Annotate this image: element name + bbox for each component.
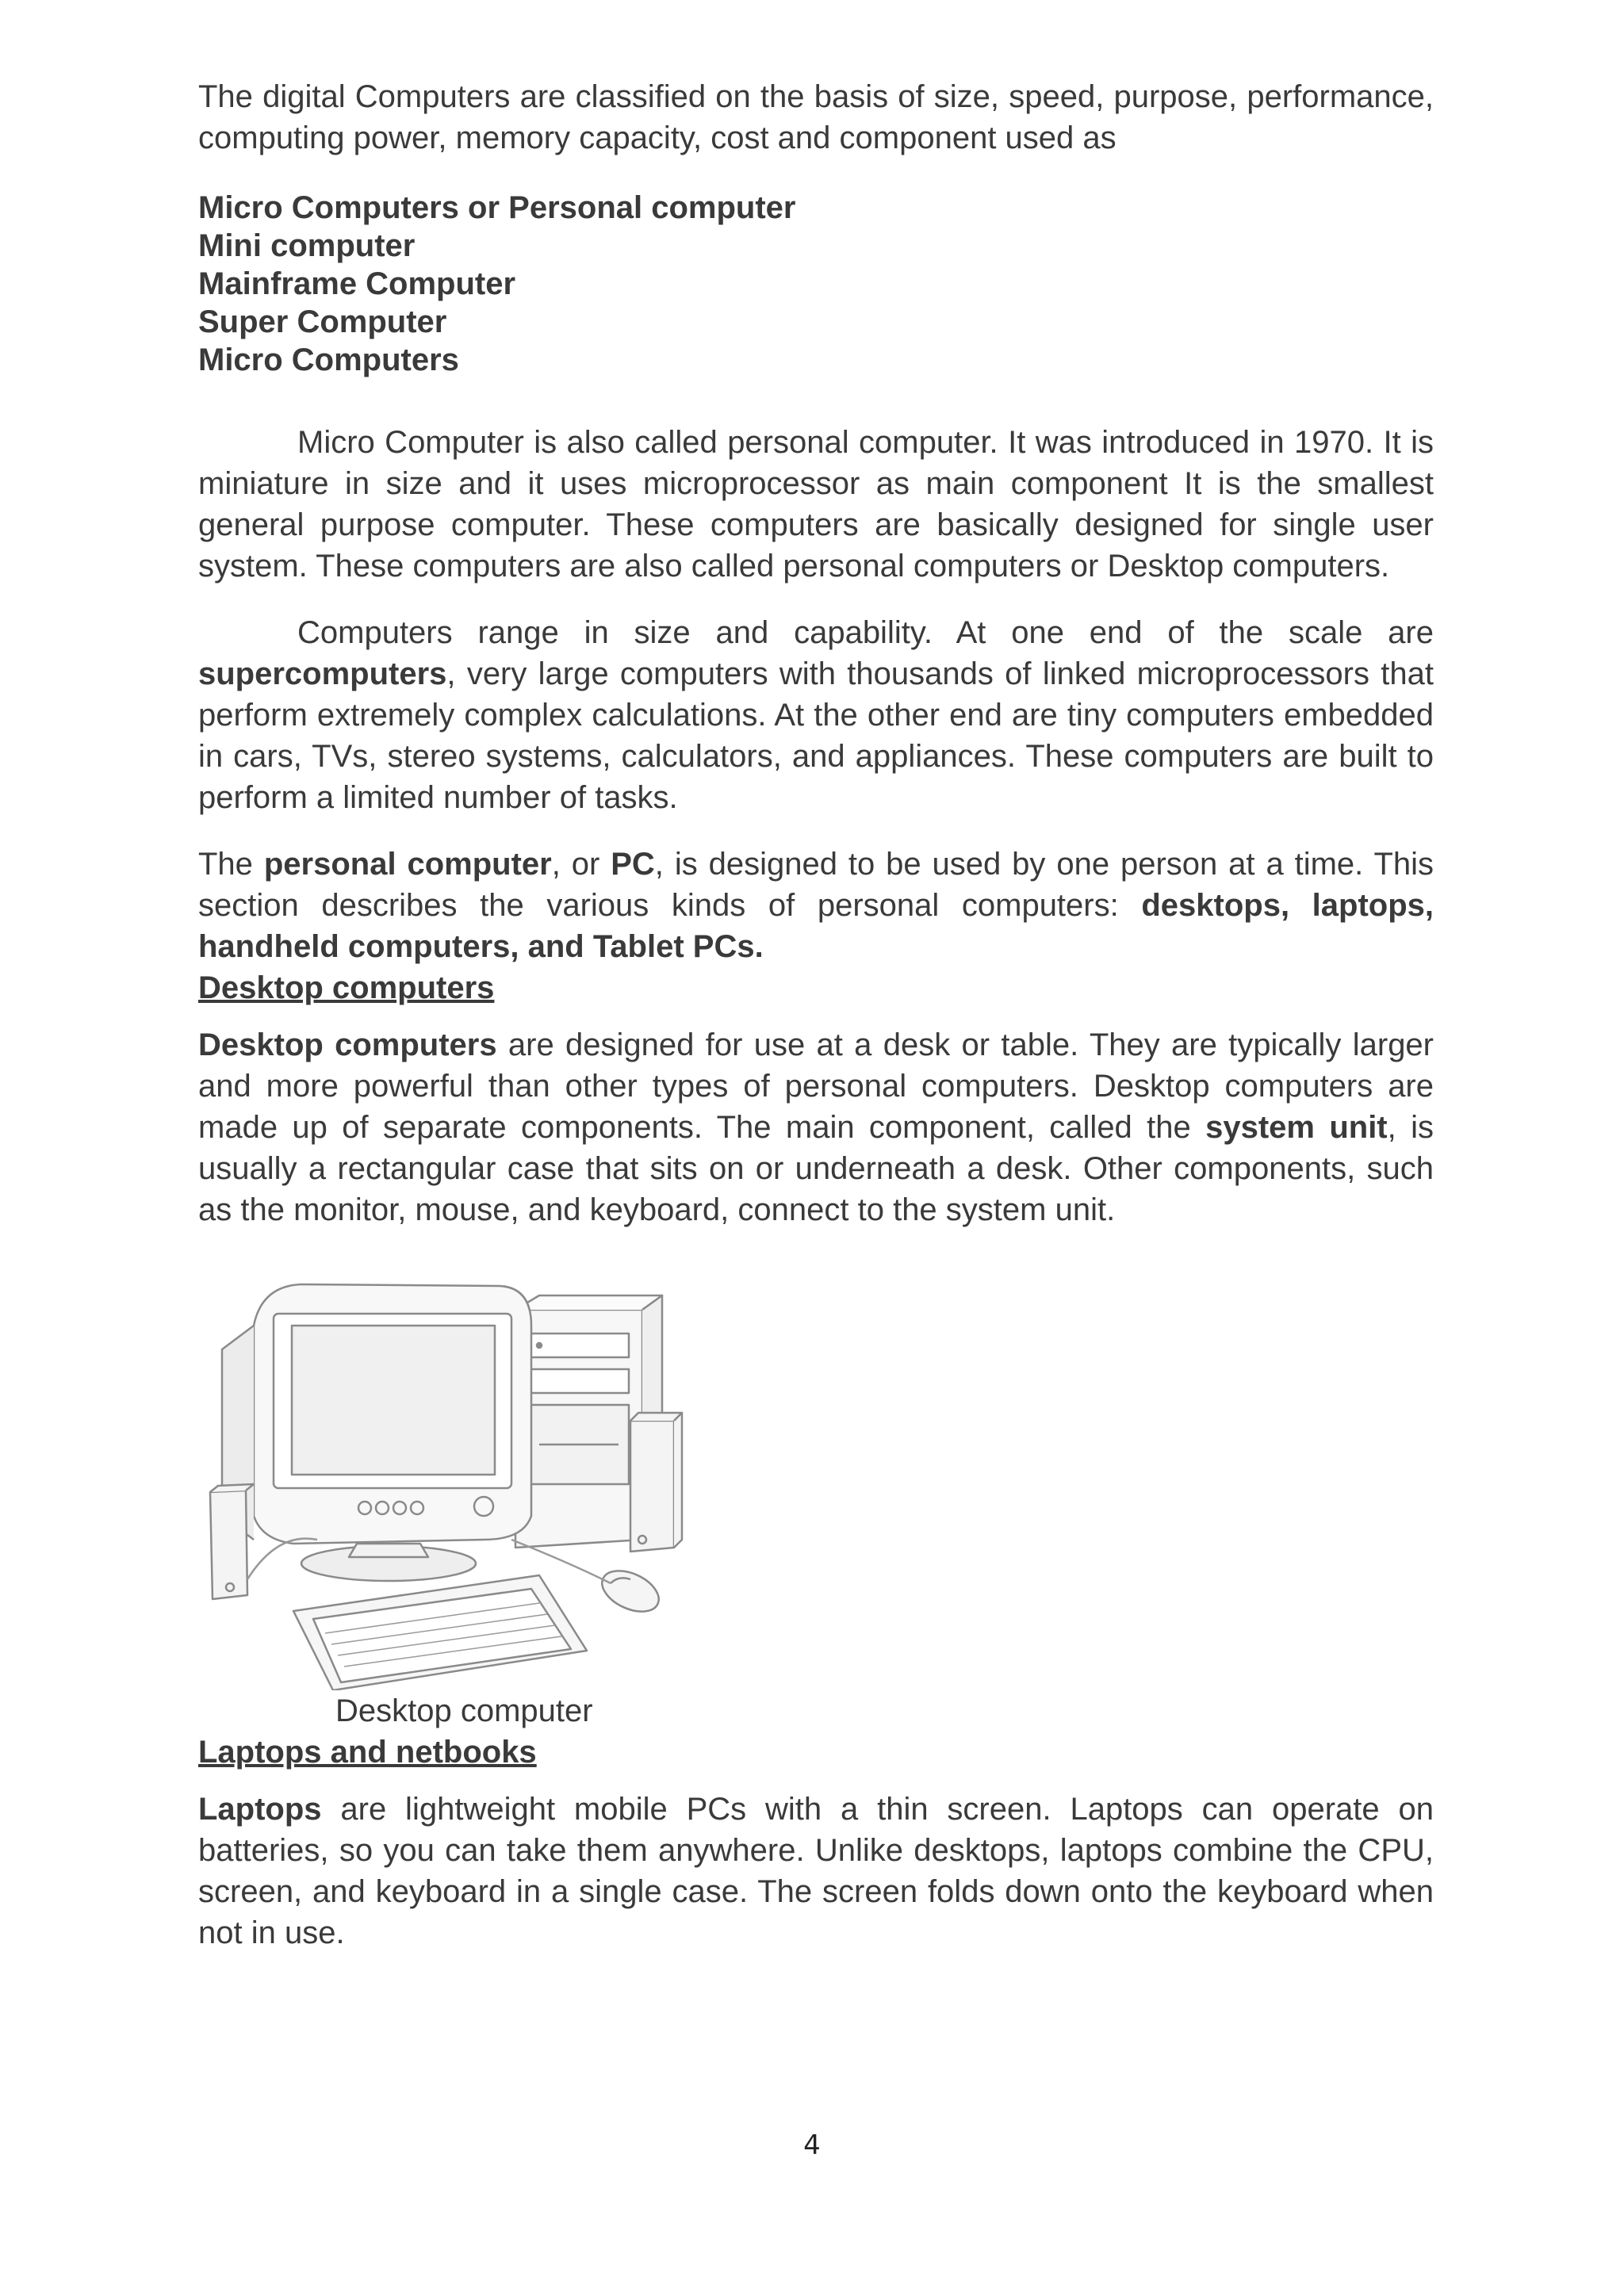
term-desktop-computers: Desktop computers [198, 1027, 497, 1062]
desktop-computers-paragraph: Desktop computers are designed for use at a desk or table. They are typically larger and more powerful than other types of personal computers. Desktop computers are made up of separate components. The main component, called the system unit, is usually a rectangular case that sits on or underneath a desk. Other components, such as the monitor, mouse, and keyboard, connect to the system unit. [198, 1027, 1434, 1227]
intro-paragraph: The digital Computers are classified on the basis of size, speed, purpose, performance, computing power, memory capacity, cost and component used as [198, 79, 1434, 155]
micro-computer-paragraph: Micro Computer is also called personal computer. It was introduced in 1970. It is miniature in size and it uses microprocessor as main component It is the smallest general purpose computer. These computers are basically designed for single user system. These computers are also called personal computers or Desktop computers. [198, 425, 1434, 584]
list-item: Super Computer [198, 304, 447, 339]
document-page [198, 76, 1434, 1954]
computer-range-paragraph: Computers range in size and capability. At one end of the scale are supercomputers, very large computers with thousands of linked microprocessors that perform extremely complex calculations. At the other end are tiny computers embedded in cars, TVs, stereo systems, calculators, and appliances. These computers are built to perform a limited number of tasks. [198, 615, 1434, 815]
keyboard [293, 1575, 587, 1690]
list-item: Mini computer [198, 228, 416, 263]
figure-caption: Desktop computer [335, 1693, 593, 1728]
term-pc-kinds: desktops, laptops, handheld computers, and Tablet PCs. [198, 888, 1434, 964]
classification-list [198, 189, 1434, 379]
term-laptops: Laptops [198, 1792, 322, 1827]
list-item: Mainframe Computer [198, 266, 516, 301]
crt-monitor [222, 1284, 531, 1581]
mouse [596, 1563, 665, 1620]
laptops-paragraph: Laptops are lightweight mobile PCs with a thin screen. Laptops can operate on batteries, so you can take them anywhere. Unlike desktops, laptops combine the CPU, screen, and keyboard in a single case. The screen folds down onto the keyboard when not in use. [198, 1792, 1434, 1950]
list-item: Micro Computers [198, 342, 459, 377]
term-pc: PC [611, 847, 655, 882]
laptops-heading: Laptops and netbooks [198, 1735, 537, 1770]
personal-computer-paragraph: The personal computer, or PC, is designed to be used by one person at a time. This section describes the various kinds of personal computers: desktops, laptops, handheld computers, and Tablet PCs. [198, 847, 1434, 964]
desktop-computer-illustration [198, 1278, 706, 1690]
term-system-unit: system unit [1205, 1110, 1388, 1145]
term-supercomputers: supercomputers [198, 656, 447, 691]
desktop-computers-heading: Desktop computers [198, 970, 495, 1005]
page-number: 4 [803, 2130, 821, 2161]
term-personal-computer: personal computer [263, 847, 552, 882]
list-item: Micro Computers or Personal computer [198, 190, 796, 225]
right-speaker [630, 1413, 682, 1552]
